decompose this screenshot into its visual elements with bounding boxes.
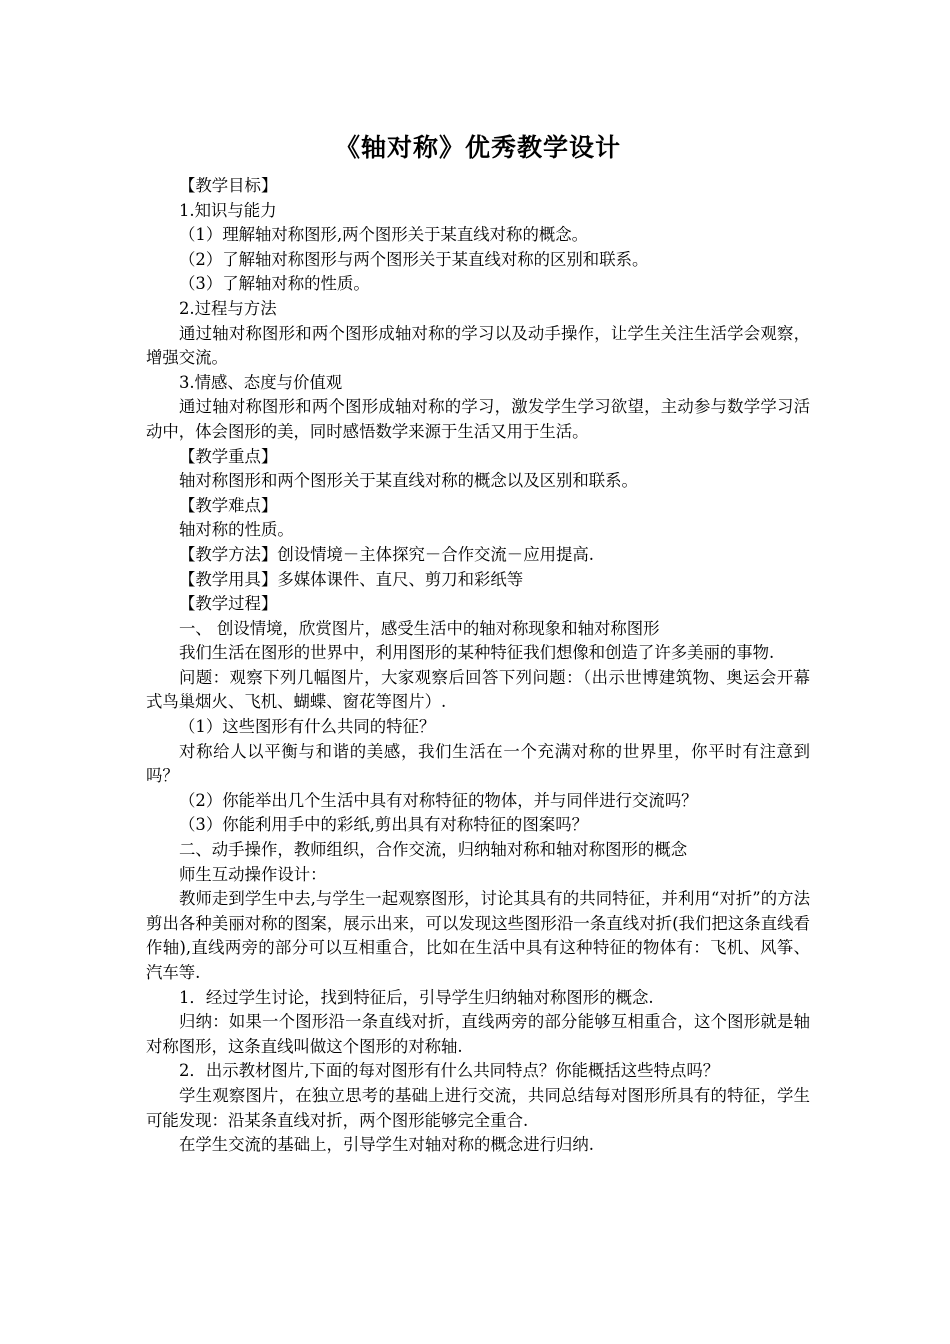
paragraph: 一、 创设情境，欣赏图片，感受生活中的轴对称现象和轴对称图形	[179, 618, 660, 638]
paragraph: （2）你能举出几个生活中具有对称特征的物体，并与同伴进行交流吗？	[179, 790, 698, 810]
paragraph: 【教学难点】	[179, 495, 278, 515]
paragraph: 在学生交流的基础上，引导学生对轴对称的概念进行归纳.	[179, 1135, 594, 1155]
paragraph: 3.情感、态度与价值观	[179, 372, 343, 392]
paragraph: 【教学重点】	[179, 446, 278, 466]
paragraph: 2．出示教材图片,下面的每对图形有什么共同特点？你能概括这些特点吗？	[179, 1061, 720, 1081]
paragraph: （3）你能利用手中的彩纸,剪出具有对称特征的图案吗？	[179, 815, 589, 835]
paragraph: 轴对称图形和两个图形关于某直线对称的概念以及区别和联系。	[179, 471, 638, 491]
document-page	[146, 128, 810, 1158]
paragraph: （1）理解轴对称图形,两个图形关于某直线对称的概念。	[179, 225, 589, 245]
paragraph: 1．经过学生讨论，找到特征后，引导学生归纳轴对称图形的概念.	[179, 987, 654, 1007]
document-body	[146, 174, 810, 1158]
paragraph: 【教学过程】	[179, 594, 278, 614]
paragraph: 1.知识与能力	[179, 200, 277, 220]
paragraph: 轴对称的性质。	[179, 520, 294, 540]
paragraph: （1）这些图形有什么共同的特征？	[179, 717, 436, 737]
paragraph: 2.过程与方法	[179, 298, 277, 318]
paragraph: 归纳：如果一个图形沿一条直线对折，直线两旁的部分能够互相重合，这个图形就是轴对称图形，这条直线叫做这个图形的对称轴.	[146, 1012, 810, 1056]
paragraph: 我们生活在图形的世界中，利用图形的某种特征我们想像和创造了许多美丽的事物.	[179, 643, 775, 663]
paragraph: 【教学目标】	[179, 176, 278, 195]
paragraph: 【教学方法】创设情境－主体探究－合作交流－应用提高.	[179, 544, 594, 564]
paragraph: 问题：观察下列几幅图片，大家观察后回答下列问题：（出示世博建筑物、奥运会开幕式鸟巢烟火、飞机、蝴蝶、窗花等图片）.	[146, 667, 810, 712]
paragraph: 二、动手操作，教师组织，合作交流，归纳轴对称和轴对称图形的概念	[179, 840, 688, 860]
paragraph: 师生互动操作设计：	[179, 864, 327, 884]
paragraph: （2）了解轴对称图形与两个图形关于某直线对称的区别和联系。	[179, 249, 649, 269]
paragraph: 【教学用具】多媒体课件、直尺、剪刀和彩纸等	[179, 569, 524, 589]
document-title: 《轴对称》优秀教学设计	[334, 133, 621, 162]
paragraph: 通过轴对称图形和两个图形成轴对称的学习以及动手操作，让学生关注生活学会观察，增强交流。	[146, 323, 810, 368]
paragraph: 对称给人以平衡与和谐的美感，我们生活在一个充满对称的世界里，你平时有注意到吗？	[146, 741, 810, 786]
paragraph: 通过轴对称图形和两个图形成轴对称的学习，激发学生学习欲望，主动参与数学学习活动中，体会图形的美，同时感悟数学来源于生活又用于生活。	[146, 397, 810, 441]
paragraph: 教师走到学生中去,与学生一起观察图形，讨论其具有的共同特征，并利用“对折”的方法剪出各种美丽对称的图案，展示出来，可以发现这些图形沿一条直线对折(我们把这条直线看作轴),直线两旁的部分可以互相重合，比如在生活中具有这种特征的物体有：飞机、风筝、汽车等.	[146, 889, 810, 982]
paragraph: （3）了解轴对称的性质。	[179, 274, 370, 294]
paragraph: 学生观察图片，在独立思考的基础上进行交流，共同总结每对图形所具有的特征，学生可能发现：沿某条直线对折，两个图形能够完全重合.	[146, 1085, 810, 1130]
